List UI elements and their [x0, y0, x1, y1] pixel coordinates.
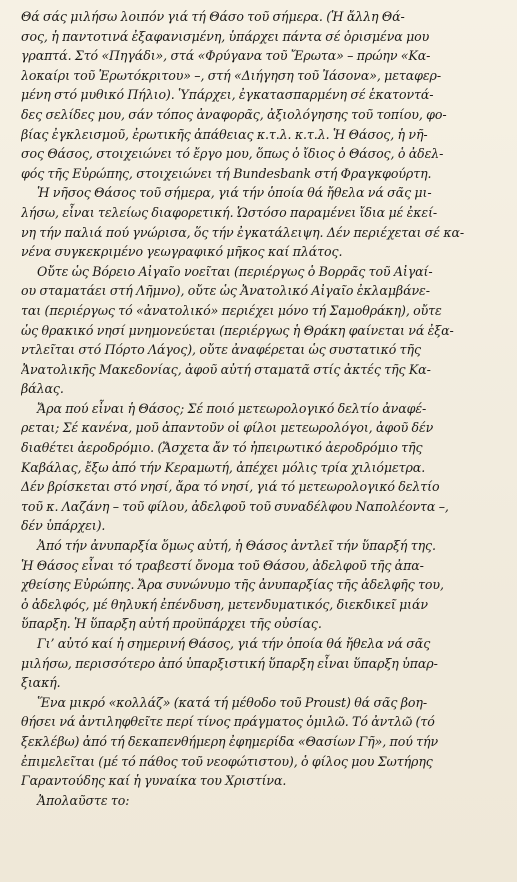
- text-line: Γαραντούδης καί ἡ γυναίκα του Χριστίνα.: [21, 773, 287, 789]
- text-line: ὁ ἀδελφός, μέ θηλυκή ἐπένδυση, μετενδυματικός, διεκδικεῖ μιάν: [21, 596, 428, 612]
- text-line: θήσει νά ἀντιληφθεῖτε περί τίνος πράγματος ὁμιλῶ. Τό ἀντλῶ (τό: [21, 714, 435, 730]
- text-line: ὕπαρξη. Ἡ ὕπαρξη αὐτή προϋπάρχει τῆς οὐσίας.: [21, 616, 322, 632]
- text-line: μένη στό μυθικό Πήλιο). Ὑπάρχει, ἐγκατασπαρμένη σέ ἑκατοντά-: [21, 87, 434, 103]
- text-line: βίας ἐγκλεισμοῦ, ἐρωτικῆς ἀπάθειας κ.τ.λ. κ.τ.λ. Ἡ Θάσος, ἡ νῆ-: [21, 126, 428, 142]
- text-line: Καβάλας, ἔξω ἀπό τήν Κεραμωτή, ἀπέχει μόλις τρία χιλιόμετρα.: [21, 459, 426, 475]
- text-line: γραπτά. Στό «Πηγάδι», στά «Φρύγανα τοῦ Ἔρωτα» – πρώην «Κα-: [21, 48, 431, 64]
- text-line: ἐπιμελεῖται (μέ τό πάθος τοῦ νεοφώτιστου), ὁ φίλος μου Σωτήρης: [21, 753, 433, 769]
- paragraph: [21, 183, 503, 261]
- text-line: μιλήσω, περισσότερο ἀπό ὑπαρξιστική ὕπαρξη εἶναι ὕπαρξη ὑπαρ-: [21, 655, 438, 671]
- text-line: Ἄρα πού εἶναι ἡ Θάσος; Σέ ποιό μετεωρολογικό δελτίο ἀναφέ-: [37, 400, 427, 416]
- text-line: νη τήν παλιά πού γνώρισα, ὅς τήν ἐγκατάλειψη. Δέν περιέχεται σέ κα-: [21, 224, 465, 240]
- paragraph: [21, 791, 503, 811]
- text-line: ὡς θρακικό νησί μνημονεύεται (περιέργως ἡ Θράκη φαίνεται νά ἐξα-: [21, 322, 454, 338]
- text-line: χθείσης Εὐρώπης. Ἄρα συνώνυμο τῆς ἀνυπαρξίας τῆς ἀδελφῆς του,: [21, 577, 444, 593]
- paragraph: [21, 693, 503, 791]
- text-line: διαθέτει ἀεροδρόμιο. (Ἄσχετα ἄν τό ἠπειρωτικό ἀεροδρόμιο τῆς: [21, 440, 423, 456]
- text-line: Ἡ νῆσος Θάσος τοῦ σήμερα, γιά τήν ὁποία θά ἤθελα νά σᾶς μι-: [37, 185, 432, 201]
- text-line: ται (περιέργως τό «ἀνατολικό» περιέχει μόνο τή Σαμοθράκη), οὔτε: [21, 302, 442, 318]
- text-line: βάλας.: [21, 381, 64, 397]
- text-line: σος, ἡ παντοτινά ἐξαφανισμένη, ὑπάρχει πάντα σέ ὁρισμένα μου: [21, 28, 430, 44]
- text-line: ρεται; Σέ κανένα, μοῦ ἀπαντοῦν οἱ φίλοι μετεωρολόγοι, ἀφοῦ δέν: [21, 420, 434, 436]
- text-line: φός τῆς Εὐρώπης, στοιχειώνει τή Bundesbank στή Φραγκφούρτη.: [21, 165, 432, 181]
- paragraph: [21, 536, 503, 634]
- text-line: τοῦ κ. Λαζάνη – τοῦ φίλου, ἀδελφοῦ τοῦ συναδέλφου Ναπολέοντα –,: [21, 498, 449, 514]
- text-line: ντλεῖται στό Πόρτο Λάγος), οὔτε ἀναφέρεται ὡς συστατικό τῆς: [21, 342, 421, 358]
- text-line: Γι’ αὐτό καί ἡ σημερινή Θάσος, γιά τήν ὁποία θά ἤθελα νά σᾶς: [37, 636, 431, 651]
- text-line: ου σταματάει στή Λῆμνο), οὔτε ὡς Ἀνατολικό Αἰγαῖο ἐκλαμβάνε-: [21, 283, 430, 299]
- text-line: Οὔτε ὡς Βόρειο Αἰγαῖο νοεῖται (περιέργως ὁ Βορρᾶς τοῦ Αἰγαί-: [37, 263, 433, 279]
- text-line: δες σελίδες μου, σάν τόπος ἀναφορᾶς, ἀξιολόγησης τοῦ τοπίου, φο-: [21, 106, 447, 122]
- text-line: νένα συγκεκριμένο γεωγραφικό μῆκος καί πλάτος.: [21, 244, 343, 260]
- text-line: σος Θάσος, στοιχειώνει τό ἔργο μου, ὅπως ὁ ἴδιος ὁ Θάσος, ὁ ἀδελ-: [21, 146, 444, 162]
- paragraph: [21, 262, 503, 399]
- text-line: Ἀπό τήν ἀνυπαρξία ὅμως αὐτή, ἡ Θάσος ἀντλεῖ τήν ὕπαρξή της.: [37, 538, 436, 554]
- text-line: ξιακή.: [21, 675, 61, 691]
- text-line: λήσω, εἶναι τελείως διαφορετική. Ὡστόσο παραμένει ἴδια μέ ἐκεί-: [21, 204, 438, 220]
- text-line: Ἀπολαῦστε το:: [37, 792, 130, 808]
- text-line: δέν ὑπάρχει).: [21, 518, 106, 534]
- paragraph: [21, 7, 503, 183]
- text-line: Θά σάς μιλήσω λοιπόν γιά τή Θάσο τοῦ σήμερα. (Ἡ ἄλλη Θά-: [21, 9, 405, 24]
- paragraph: [21, 634, 503, 693]
- text-line: Ἡ Θάσος εἶναι τό τραβεστί ὄνομα τοῦ Θάσου, ἀδελφοῦ τῆς ἀπα-: [21, 557, 424, 573]
- text-line: Ἀνατολικῆς Μακεδονίας, ἀφοῦ αὐτή σταματᾶ στίς ἀκτές τῆς Κα-: [21, 361, 431, 377]
- text-line: Δέν βρίσκεται στό νησί, ἄρα τό νησί, γιά τό μετεωρολογικό δελτίο: [21, 479, 440, 495]
- text-line: ξεκλέβω) ἀπό τή δεκαπενθήμερη ἐφημερίδα «Θασίων Γῆ», πού τήν: [21, 733, 439, 749]
- text-line: λοκαίρι τοῦ Ἐρωτόκριτου» –, στή «Διήγηση τοῦ Ἰάσονα», μεταφερ-: [21, 67, 441, 83]
- paragraph: [21, 399, 503, 536]
- text-line: Ἕνα μικρό «κολλάζ» (κατά τή μέθοδο τοῦ Proust) θά σᾶς βοη-: [37, 694, 427, 710]
